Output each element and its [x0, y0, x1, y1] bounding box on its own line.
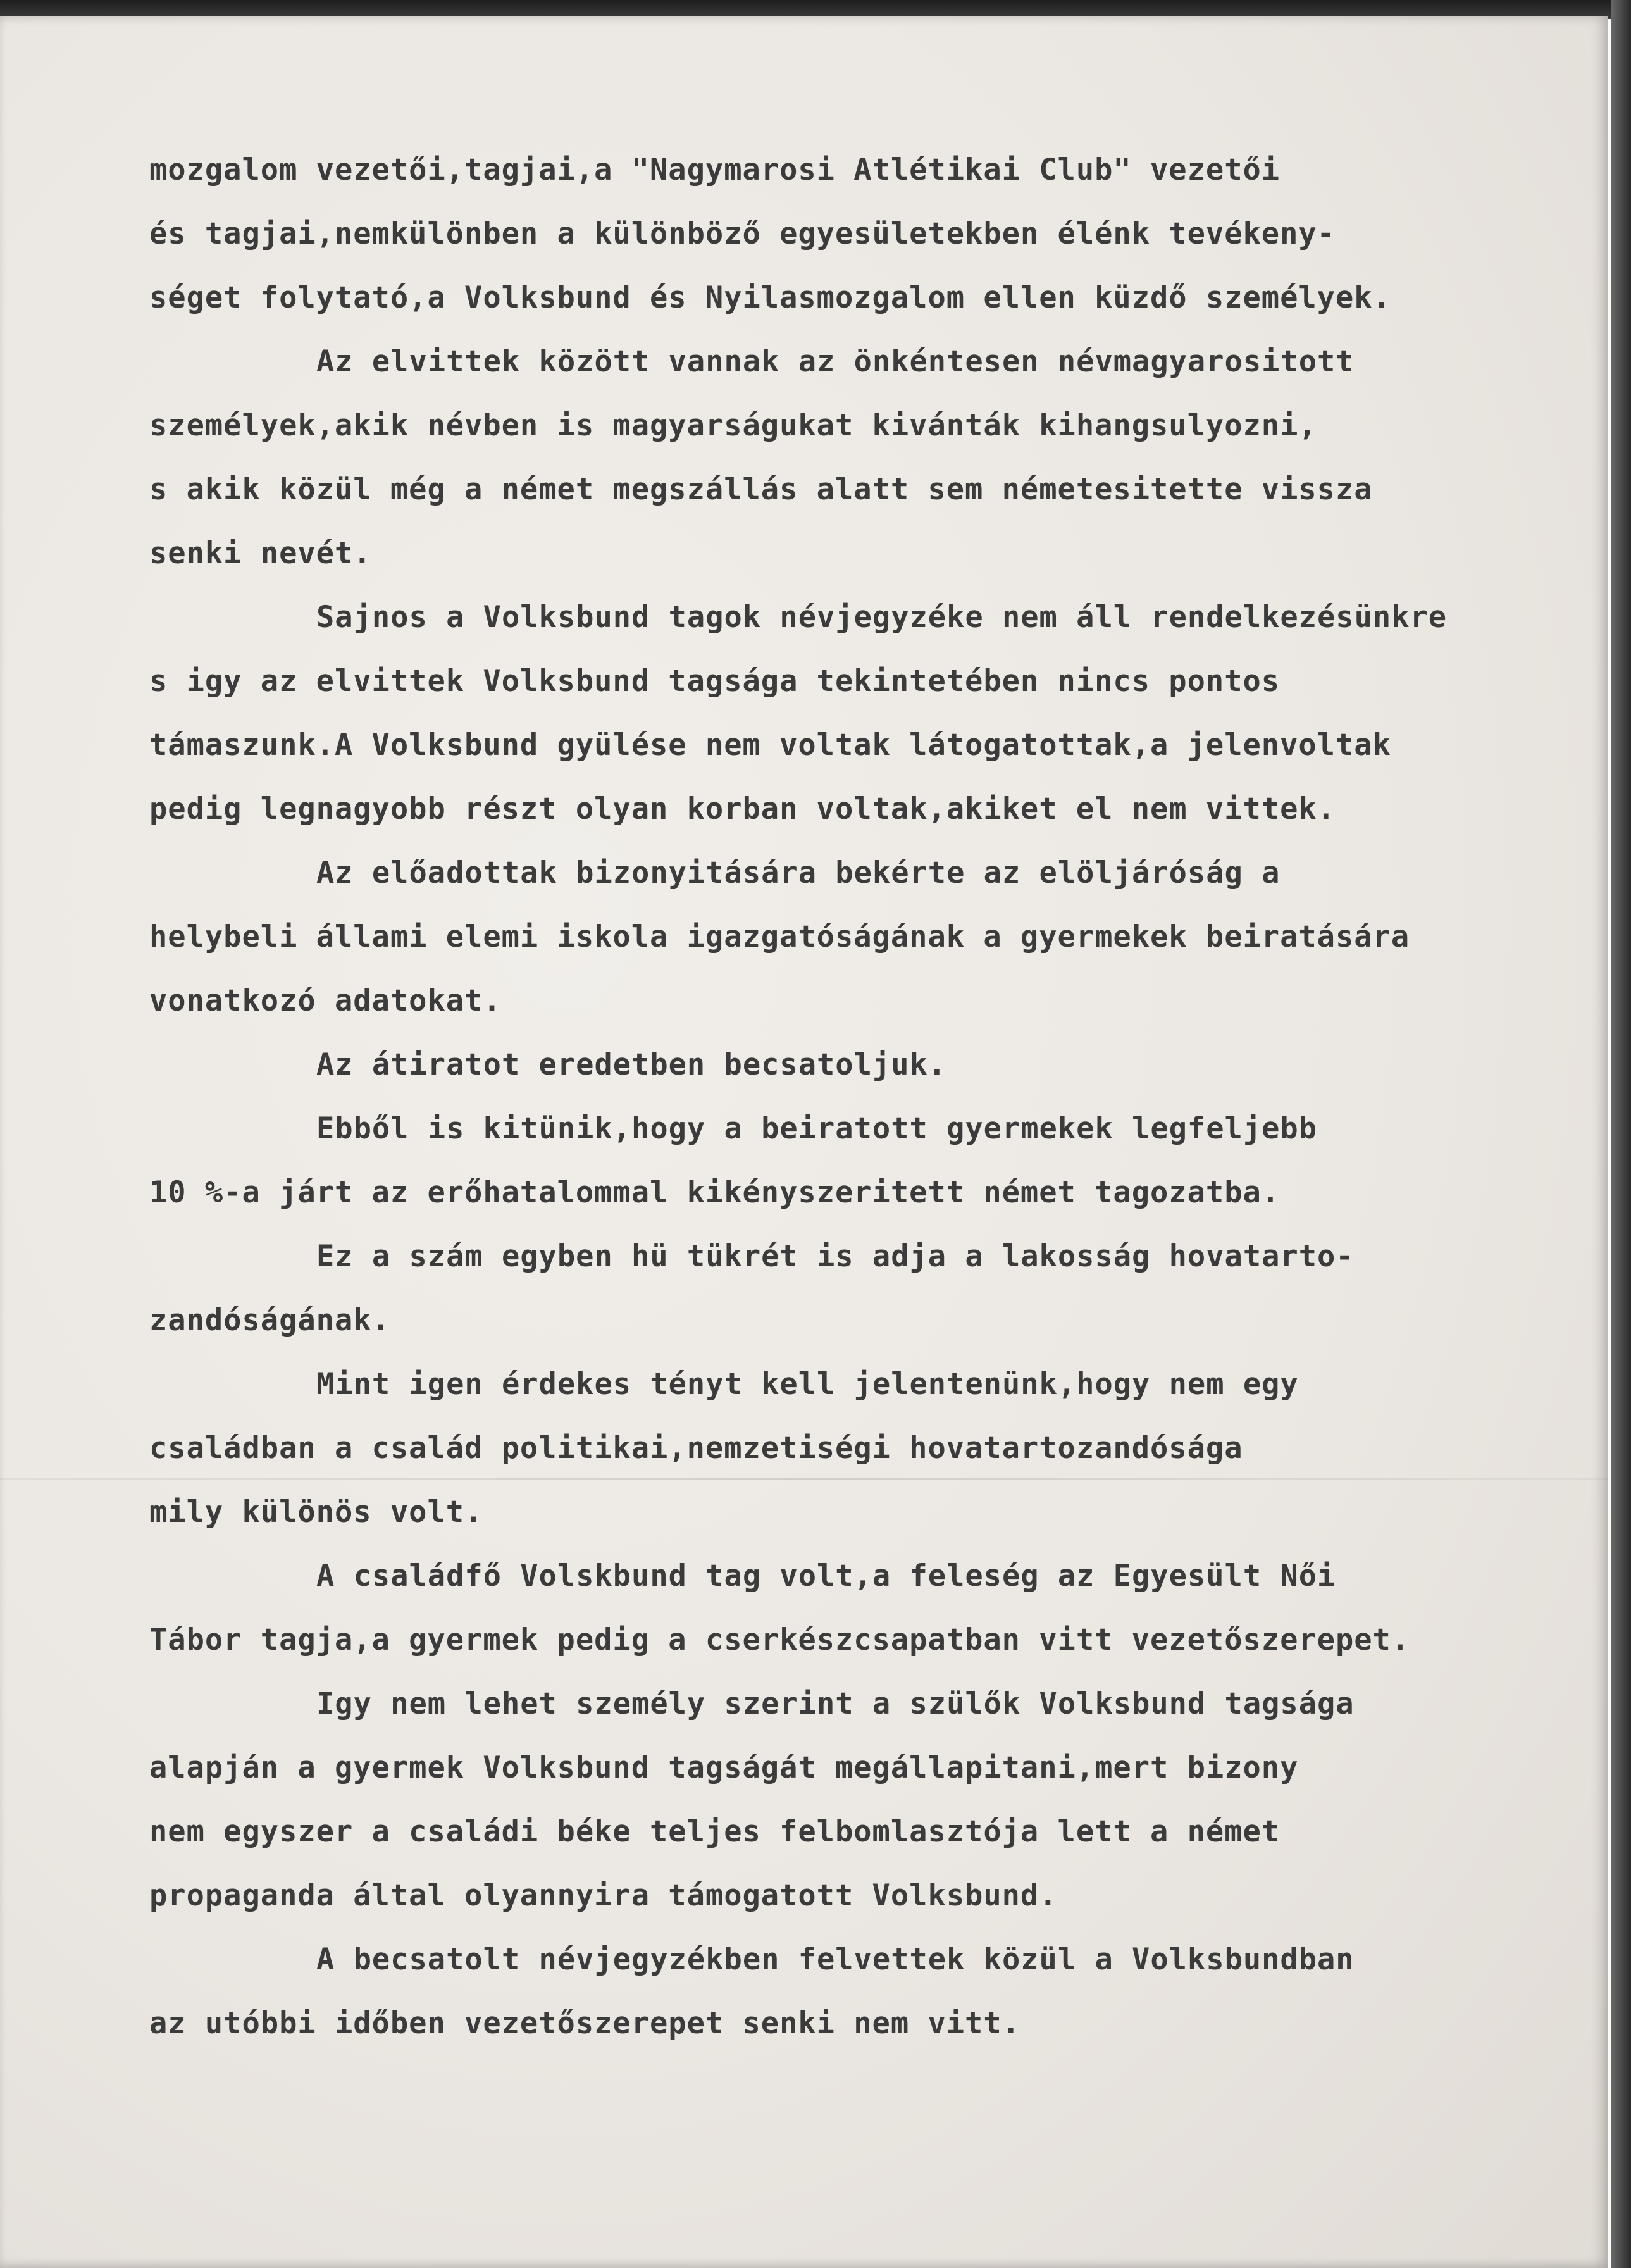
text-line: mozgalom vezetői,tagjai,a "Nagymarosi Atlétikai Club" vezetői [149, 153, 1281, 187]
text-line: A családfő Volskbund tag volt,a feleség az Egyesült Női [316, 1559, 1336, 1593]
text-line: Az előadottak bizonyitására bekérte az elöljáróság a [316, 856, 1281, 890]
text-line: senki nevét. [149, 536, 372, 571]
text-line: A becsatolt névjegyzékben felvettek közül a Volksbundban [316, 1942, 1355, 1977]
page-body-text [149, 138, 1478, 2055]
text-line: mily különös volt. [149, 1495, 483, 1530]
text-line: s akik közül még a német megszállás alatt sem németesitette vissza [149, 472, 1373, 507]
text-line: és tagjai,nemkülönben a különböző egyesületekben élénk tevékeny- [149, 216, 1336, 251]
text-line: Az elvittek között vannak az önkéntesen névmagyarositott [316, 344, 1355, 379]
text-line: 10 %-a járt az erőhatalommal kikényszeritett német tagozatba. [149, 1175, 1281, 1210]
text-line: Mint igen érdekes tényt kell jelentenünk,hogy nem egy [316, 1367, 1299, 1402]
text-line: pedig legnagyobb részt olyan korban voltak,akiket el nem vittek. [149, 792, 1336, 826]
text-line: Az átiratot eredetben becsatoljuk. [316, 1047, 947, 1082]
text-line: támaszunk.A Volksbund gyülése nem voltak látogatottak,a jelenvoltak [149, 728, 1391, 763]
text-line: zandóságának. [149, 1303, 390, 1338]
text-line: séget folytató,a Volksbund és Nyilasmozgalom ellen küzdő személyek. [149, 280, 1391, 315]
text-line: propaganda által olyannyira támogatott Volksbund. [149, 1878, 1058, 1913]
text-line: Ebből is kitünik,hogy a beiratott gyermekek legfeljebb [316, 1111, 1318, 1146]
text-line: Sajnos a Volksbund tagok névjegyzéke nem áll rendelkezésünkre [316, 600, 1448, 635]
text-line: s igy az elvittek Volksbund tagsága tekintetében nincs pontos [149, 664, 1281, 699]
text-line: Igy nem lehet személy szerint a szülők Volksbund tagsága [316, 1686, 1355, 1721]
text-line: nem egyszer a családi béke teljes felbomlasztója lett a német [149, 1814, 1281, 1849]
text-line: helybeli állami elemi iskola igazgatóságának a gyermekek beiratására [149, 919, 1410, 954]
text-line: alapján a gyermek Volksbund tagságát megállapitani,mert bizony [149, 1750, 1299, 1785]
text-line: családban a család politikai,nemzetiségi hovatartozandósága [149, 1431, 1243, 1466]
text-line: személyek,akik névben is magyarságukat kivánták kihangsulyozni, [149, 408, 1317, 443]
text-line: Ez a szám egyben hü tükrét is adja a lakosság hovatarto- [316, 1239, 1355, 1274]
scanner-right-edge [1611, 0, 1631, 2268]
text-line: Tábor tagja,a gyermek pedig a cserkészcsapatban vitt vezetőszerepet. [149, 1623, 1410, 1657]
text-line: az utóbbi időben vezetőszerepet senki nem vitt. [149, 2006, 1020, 2041]
text-line: vonatkozó adatokat. [149, 983, 502, 1018]
